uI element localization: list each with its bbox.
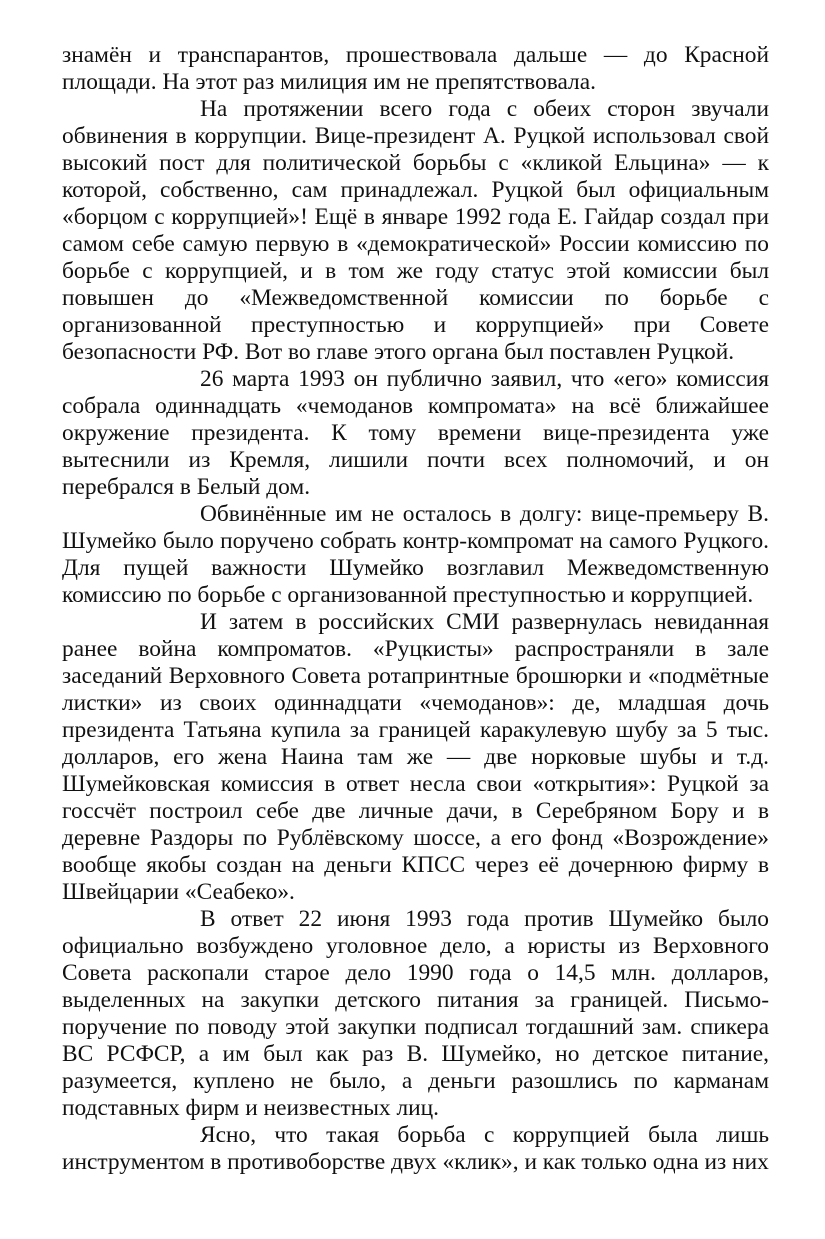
paragraph-continuation: знамён и транспарантов, прошествовала дальше — до Красной площади. На этот раз милиция им не препятствовала.	[62, 42, 769, 95]
paragraph-counter-compromat: Обвинённые им не осталось в долгу: вице-премьеру В. Шумейко было поручено собрать контр-компромат на самого Руцкого. Для пущей важности Шумейко возглавил Межведомственную комиссию по борьбе с организованной преступностью и коррупцией.	[62, 501, 769, 608]
paragraph-conclusion: Ясно, что такая борьба с коррупцией была лишь инструментом в противоборстве двух «клик», и как только одна из них	[62, 1122, 769, 1175]
paragraph-criminal-case: В ответ 22 июня 1993 года против Шумейко было официально возбуждено уголовное дело, а юристы из Верховного Совета раскопали старое дело 1990 года о 14,5 млн. долларов, выделенных на закупки детского питания за границей. Письмо-поручение по поводу этой закупки подписал тогдашний зам. спикера ВС РСФСР, а им был как раз В. Шумейко, но детское питание, разумеется, куплено не было, а деньги разошлись по карманам подставных фирм и неизвестных лиц.	[62, 906, 769, 1121]
paragraph-compromat-war: И затем в российских СМИ развернулась невиданная ранее война компроматов. «Руцкисты» распространяли в зале заседаний Верховного Совета ротапринтные брошюрки и «подмётные листки» из своих одиннадцати «чемоданов»: де, младшая дочь президента Татьяна купила за границей каракулевую шубу за 5 тыс. долларов, его жена Наина там же — две норковые шубы и т.д. Шумейковская комиссия в ответ несла свои «открытия»: Руцкой за госсчёт построил себе две личные дачи, в Серебряном Бору и в деревне Раздоры по Рублёвскому шоссе, а его фонд «Возрождение» вообще якобы создан на деньги КПСС через её дочернюю фирму в Швейцарии «Сеабеко».	[62, 609, 769, 905]
paragraph-corruption-accusations: На протяжении всего года с обеих сторон звучали обвинения в коррупции. Вице-президент А. Руцкой использовал свой высокий пост для политической борьбы с «кликой Ельцина» — к которой, собственно, сам принадлежал. Руцкой был официальным «борцом с коррупцией»! Ещё в январе 1992 года Е. Гайдар создал при самом себе самую первую в «демократической» России комиссию по борьбе с коррупцией, и в том же году статус этой комиссии был повышен до «Межведомственной комиссии по борьбе с организованной преступностью и коррупцией» при Совете безопасности РФ. Вот во главе этого органа был поставлен Руцкой.	[62, 96, 769, 365]
paragraph-march-26-statement: 26 марта 1993 он публично заявил, что «его» комиссия собрала одиннадцать «чемоданов компромата» на всё ближайшее окружение президента. К тому времени вице-президента уже вытеснили из Кремля, лишили почти всех полномочий, и он перебрался в Белый дом.	[62, 366, 769, 500]
